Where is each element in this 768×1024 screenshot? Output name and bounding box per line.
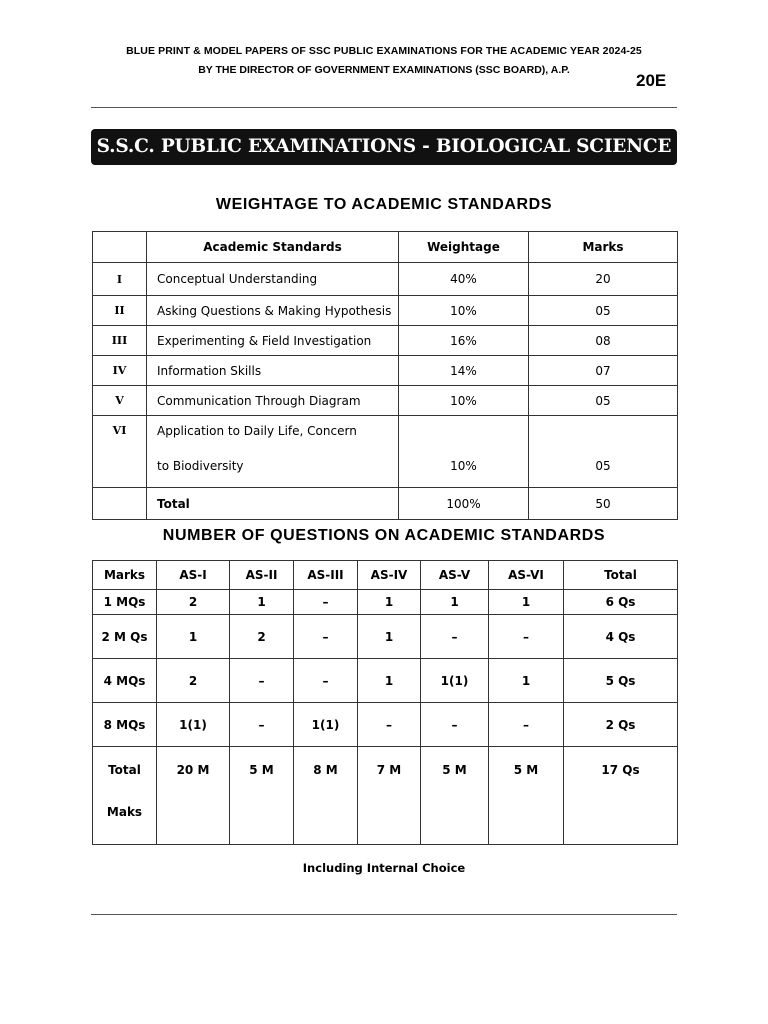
total-label bbox=[93, 747, 157, 845]
as-value: 2 bbox=[157, 659, 230, 703]
marks-category: 4 MQs bbox=[93, 659, 157, 703]
marks-category: 2 M Qs bbox=[93, 615, 157, 659]
total-row bbox=[93, 747, 678, 845]
table-row bbox=[93, 453, 678, 488]
as-value: 1(1) bbox=[421, 659, 489, 703]
weightage-value: 40% bbox=[399, 263, 529, 296]
row-total: 4 Qs bbox=[564, 615, 678, 659]
header-line-2: BY THE DIRECTOR OF GOVERNMENT EXAMINATIONS (SSC BOARD), A.P. bbox=[198, 64, 570, 76]
header-cell: AS-III bbox=[294, 561, 358, 590]
weightage-value: 10% bbox=[399, 453, 529, 488]
marks-value: 05 bbox=[529, 386, 678, 416]
row-number: II bbox=[93, 296, 147, 326]
standard-name: Application to Daily Life, Concern bbox=[147, 416, 399, 454]
marks-value: 07 bbox=[529, 356, 678, 386]
total-value: 5 M bbox=[421, 747, 489, 845]
table-row bbox=[93, 703, 678, 747]
as-value: 2 bbox=[157, 590, 230, 615]
total-label-line1: Total bbox=[108, 763, 141, 777]
as-value: 1 bbox=[421, 590, 489, 615]
questions-table bbox=[92, 560, 678, 845]
total-value: 20 M bbox=[157, 747, 230, 845]
as-value: – bbox=[489, 615, 564, 659]
header-cell: Marks bbox=[529, 232, 678, 263]
table-row bbox=[93, 590, 678, 615]
marks-value: 05 bbox=[529, 453, 678, 488]
as-value: 1 bbox=[230, 590, 294, 615]
header-cell: AS-VI bbox=[489, 561, 564, 590]
weightage-header-row bbox=[93, 232, 678, 263]
header-cell: Weightage bbox=[399, 232, 529, 263]
total-label-line2: Maks bbox=[106, 805, 143, 819]
table-row bbox=[93, 356, 678, 386]
as-value: – bbox=[421, 615, 489, 659]
weightage-title: WEIGHTAGE TO ACADEMIC STANDARDS bbox=[215, 196, 553, 213]
marks-value: 08 bbox=[529, 326, 678, 356]
header-cell: AS-I bbox=[157, 561, 230, 590]
row-total: 5 Qs bbox=[564, 659, 678, 703]
questions-title: NUMBER OF QUESTIONS ON ACADEMIC STANDARDS bbox=[162, 527, 606, 544]
table-row bbox=[93, 296, 678, 326]
as-value: 1 bbox=[358, 590, 421, 615]
bottom-divider bbox=[91, 914, 677, 915]
weightage-value: 10% bbox=[399, 386, 529, 416]
as-value: – bbox=[489, 703, 564, 747]
table-row bbox=[93, 263, 678, 296]
table-row bbox=[93, 615, 678, 659]
as-value: – bbox=[358, 703, 421, 747]
row-total: 6 Qs bbox=[564, 590, 678, 615]
total-label: Total bbox=[147, 488, 399, 520]
as-value: – bbox=[230, 659, 294, 703]
table-row bbox=[93, 416, 678, 454]
standard-name: Asking Questions & Making Hypothesis bbox=[147, 296, 399, 326]
row-total: 2 Qs bbox=[564, 703, 678, 747]
total-value: 7 M bbox=[358, 747, 421, 845]
as-value: 1(1) bbox=[294, 703, 358, 747]
internal-choice-note: Including Internal Choice bbox=[302, 861, 466, 875]
as-value: 2 bbox=[230, 615, 294, 659]
total-marks: 50 bbox=[529, 488, 678, 520]
as-value: 1(1) bbox=[157, 703, 230, 747]
as-value: 1 bbox=[358, 659, 421, 703]
standard-name-continued: to Biodiversity bbox=[147, 453, 399, 488]
header-cell: Total bbox=[564, 561, 678, 590]
weightage-table bbox=[92, 231, 678, 520]
table-row bbox=[93, 386, 678, 416]
row-number: VI bbox=[93, 416, 147, 454]
header-cell: AS-II bbox=[230, 561, 294, 590]
standard-name: Experimenting & Field Investigation bbox=[147, 326, 399, 356]
total-value: 8 M bbox=[294, 747, 358, 845]
standard-name: Conceptual Understanding bbox=[147, 263, 399, 296]
subject-banner: S.S.C. PUBLIC EXAMINATIONS - BIOLOGICAL SCIENCE bbox=[91, 129, 677, 165]
as-value: 1 bbox=[358, 615, 421, 659]
total-value: 5 M bbox=[489, 747, 564, 845]
row-number: I bbox=[93, 263, 147, 296]
as-value: 1 bbox=[157, 615, 230, 659]
header-cell bbox=[93, 232, 147, 263]
as-value: – bbox=[294, 590, 358, 615]
top-divider bbox=[91, 107, 677, 108]
marks-value: 05 bbox=[529, 296, 678, 326]
weightage-value: 10% bbox=[399, 296, 529, 326]
marks-category: 1 MQs bbox=[93, 590, 157, 615]
header-cell: Academic Standards bbox=[147, 232, 399, 263]
as-value: 1 bbox=[489, 659, 564, 703]
table-row bbox=[93, 326, 678, 356]
total-row bbox=[93, 488, 678, 520]
header-cell: Marks bbox=[93, 561, 157, 590]
table-row bbox=[93, 659, 678, 703]
row-number: III bbox=[93, 326, 147, 356]
weightage-value: 16% bbox=[399, 326, 529, 356]
page-number: 20E bbox=[636, 71, 667, 90]
grand-total: 17 Qs bbox=[564, 747, 678, 845]
as-value: 1 bbox=[489, 590, 564, 615]
header-line-1: BLUE PRINT & MODEL PAPERS OF SSC PUBLIC EXAMINATIONS FOR THE ACADEMIC YEAR 2024-25 bbox=[126, 45, 642, 57]
as-value: – bbox=[230, 703, 294, 747]
row-number: IV bbox=[93, 356, 147, 386]
weightage-value: 14% bbox=[399, 356, 529, 386]
as-value: – bbox=[294, 659, 358, 703]
marks-value: 20 bbox=[529, 263, 678, 296]
total-value: 5 M bbox=[230, 747, 294, 845]
header-cell: AS-IV bbox=[358, 561, 421, 590]
header-cell: AS-V bbox=[421, 561, 489, 590]
as-value: – bbox=[294, 615, 358, 659]
standard-name: Communication Through Diagram bbox=[147, 386, 399, 416]
row-number: V bbox=[93, 386, 147, 416]
as-value: – bbox=[421, 703, 489, 747]
total-weightage: 100% bbox=[399, 488, 529, 520]
questions-header-row bbox=[93, 561, 678, 590]
standard-name: Information Skills bbox=[147, 356, 399, 386]
marks-category: 8 MQs bbox=[93, 703, 157, 747]
